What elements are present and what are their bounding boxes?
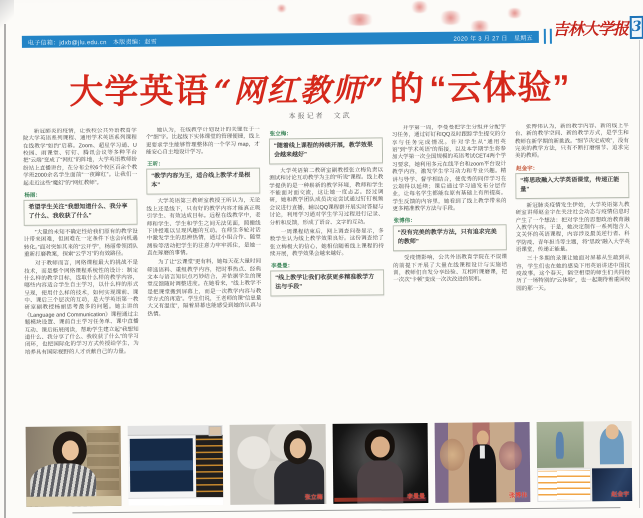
desk-edge (26, 496, 121, 507)
issue-date-text: 2020 年 3 月 27 日 星期五 (453, 35, 533, 43)
player-bar (128, 497, 223, 506)
webcam-thumb (209, 426, 222, 437)
pull-quote (146, 159, 260, 195)
suit-shirt (480, 446, 484, 459)
newspaper-title: 吉林大学报 (552, 19, 628, 39)
photo-watermark: 赵金宇 (611, 492, 630, 499)
body-paragraph: 新冠肺炎的疫情，让我校公共外语教育学院大学英语系列课程、通用学术英语系列课程在线教学“如约”启幕。Zoom、超星学习通、U校园、雨课堂、钉钉、腾讯会议等多种平台把“云端”变成了“网红”的阵地，大学英语教师纷纷站上直播讲台，在分布全校6个校区百余个教学班2000余名学生面前“一夜蹿红”。让我们一起走近这些“魔幻”的“网红教师”。 (22, 127, 138, 187)
headline-part-1: 大学英语 (69, 72, 210, 112)
suit-face (476, 430, 489, 445)
mural-blob1 (440, 439, 465, 471)
quote-text: “线上教学让我们收获更多精准教学方法与手段” (275, 274, 375, 291)
ink-smudge (410, 1, 430, 13)
body-paragraph: 受疫情影响，公共外语教育学院在不误课的前提下开展了大量在线课程设计与实施培训，教师们自发分享经验、互相听课磨课，把一次次“卡顿”变成一次次改进的契机。 (393, 254, 508, 284)
ink-smudge (276, 4, 288, 12)
body-paragraph: “大量的未知不确定性给我们原有的教学设计带来困难，但困难在一定条件下也会向机遇转化。”面对突如其来的“云开学”，杨丽带领团队重新打磨教案，探索“云学习”的有效路径。 (23, 228, 138, 258)
photo-strip (26, 421, 633, 507)
body-paragraph: 三十多期的录课让她面对屏幕从生疏到从容，学生们也在她的感染下用英语讲述中国抗疫故事。这个春天，隔空相望的师生们共同经历了一场特别的“云体验”，也一起期待着重回校园的那一天。 (516, 255, 631, 292)
page-info-bar (22, 31, 539, 48)
teacher3-face (370, 436, 389, 458)
masthead (552, 16, 642, 40)
chat-rows (538, 470, 591, 500)
body-paragraph: 大学英语第二教研室副教授张立梅负责以测试和讨论互动教学为主的“听说”课程。线上教学提供的是一种崭新的教学环境，教师和学生不能面对面交流，这让她一度忐忑。经过调研，她和教学团队成员决定尝试通过钉钉视频会议进行直播，辅以QQ课程群开展实时答疑与讨论，利用学习通对学生学习过程进行记录、分析和反馈，形成了语音、文字的互动。 (269, 167, 384, 227)
quote-speaker-label: 王昕： (147, 161, 164, 169)
ink-smudge (506, 8, 524, 18)
headline-part-4: “云体验” (429, 68, 571, 108)
body-paragraph: 开学第一周，李曼曼把学生分组并分配学习任务，通过钉钉和QQ及时跟踪学生提交的分享与任务完成情况。针对学生从“通用英语”到“学术英语”的衔接，以及本学期学生将参加大学第一次全国规模的英语考试CET4两个学习要求，她利用多元在线平台和zoom平台设计教学内容，激发学生学习动力和专业兴趣。精讲与导学、督学相结合，使优秀的同伴学习在云端得以延续；课后通过学习通发布分层作业，让每名学生都能在原有基础上有所提高。学生反馈的内容里，她看到了线上教学带来的更多精准教学方法与手段。 (391, 124, 507, 213)
scan-edge-right (639, 40, 640, 508)
quote-text: “没有完美的教学方法，只有追求完美的教师” (397, 229, 497, 246)
quote-box (393, 225, 507, 252)
photo-watermark: 张博伟 (509, 493, 528, 500)
body-paragraph: 大学英语第三教研室教授王昕认为，无论线上还是线下，只有好的教学内容才能真正吸引学生、有效达成目标。远程在线教学中，老师和学生、学生和学生之间无法见面，照搬线下讲授难以呈现风趣的互动。在师生多轮对话中激发学生的思辨热情，通过小组合作、随堂测验等活动把学生的注意力牢牢抓住，是她一直在琢磨的事情。 (146, 198, 261, 257)
quote-text: “随着线上课程的持续开展，教学效果会越来越好” (273, 142, 373, 159)
photo-teacher-outdoor (230, 424, 326, 505)
columns (23, 123, 632, 423)
pull-quote (269, 128, 383, 164)
scan-edge-left (4, 24, 6, 518)
pull-quote (515, 163, 629, 199)
quote-text: “教学内容为王，适合线上教学才是根本” (151, 173, 251, 190)
pull-quote (270, 261, 384, 297)
body-paragraph: 为了让“云课堂”更有料，她每天花大量时间筛选语料、重组教学内容，把时事热点、经典文本与语言知识点巧妙结合，并依据学生的课堂反馈随时调整进度。在她看来，“线上教学不是把课堂搬到屏幕上，而是一次教学内容与教学方式的再造”。学生们说，王老师的课“信息量大又有温度”，隔着屏幕也能感受到她的认真与热情。 (147, 258, 262, 318)
quote-box (270, 270, 384, 297)
article-column-2 (146, 127, 263, 422)
page-number-badge: 3 (630, 16, 643, 39)
mural-blob2 (499, 441, 522, 470)
quote-box (23, 199, 137, 226)
photo-teacher-video-still (332, 423, 428, 504)
collage-fig (556, 431, 565, 458)
quote-box (515, 172, 629, 199)
article-column-4 (392, 124, 509, 419)
masthead-divider-ticks (544, 29, 552, 44)
body-paragraph: 对于教师而言，网络课程最大的挑战不是技术，而是整个网络课程系统性的设计：制定什么样的教学目标，选取什么样的教学内容，哪些内容适合学生自主学习，以什么样的形式呈现，使用什么样的技术，如何实现课前、课中、课后三个层次的互动，是大学英语第一教研室副教授杨丽思考最多的问题。她主讲的《Language and Communication》课程通过主题模块设置、课前自主学习任务单、课中直播互动、课后拓展阅读，帮助学生建立起“我想知道什么、我分享了什么、我收获了什么”的学习闭环，也把国际化的学习方式传授给学生，为培养具有国际视野的人才贡献自己的力量。 (24, 260, 139, 356)
quote-speaker-label: 李曼曼： (271, 263, 294, 270)
photo-teacher-suit-mural (434, 422, 530, 503)
slide-band (130, 460, 193, 470)
scan-corner (0, 0, 14, 30)
photo-watermark: 李曼曼 (406, 494, 426, 501)
ink-smudge (438, 11, 464, 25)
collage-person-face (606, 424, 618, 439)
body-paragraph: 一周课程结束后，网上调查问卷显示，多数学生认为线上教学效果良好。这份调查给了张立梅极大的信心，她相信随着线上课程的持续开展，教学效果会越来越好。 (269, 228, 384, 258)
headline (0, 59, 642, 114)
quote-speaker-label: 张立梅： (269, 131, 292, 138)
photo-teacher-indoor (26, 426, 122, 507)
byline: 本报记者 文武 (288, 112, 352, 121)
article-column-5 (515, 123, 632, 418)
page-bottom-rule (72, 507, 620, 513)
quote-text: 希望学生关注“我想知道什么、我分享了什么、我收获了什么” (28, 203, 128, 220)
quote-box (269, 137, 383, 164)
photo-teaching-collage (536, 421, 632, 502)
ink-smudge (343, 13, 377, 25)
pull-quote (393, 216, 507, 252)
article-column-1 (23, 128, 140, 423)
body-paragraph: 她认为，在线教学计划设计的关键在于一个“细”字。比起线下实体课堂的管理便捷，线上更要求学生能够管理整体的一个学习 map，才能安心自主地设计学习。 (145, 126, 260, 156)
contact-email-text: 电子信箱：jdxb@jlu.edu.cn 本版责编：赵雪 (27, 39, 158, 47)
article-column-3 (269, 125, 386, 420)
photo-watermark: 张立梅 (304, 494, 323, 502)
headline-part-2: “网红教师” (213, 72, 386, 111)
pull-quote (23, 190, 137, 226)
chat-panel (195, 435, 223, 498)
photo-online-class-screenshot (128, 425, 224, 506)
quote-box (146, 168, 260, 195)
body-paragraph: 新冠肺炎疫情发生伊始，大学英语第九教研室讲师赵金宇在关注社会动态与疫情信息时产生了一个想法：把对学生的思想政治教育融入教学内容。于是，她决定制作一系列饱含人文关怀的英语课程，内容涉及最美逆行者、科学防疫、青年担当等主题，将“思政”融入大学英语课堂，传递正能量。 (515, 201, 630, 254)
quote-speaker-label: 杨丽： (24, 192, 41, 199)
quote-speaker-label: 张博伟： (393, 218, 416, 225)
quote-text: “将思政融入大学英语课堂，传递正能量” (520, 176, 620, 193)
body-paragraph: 张博伟认为，新的教学内容、新的线上平台、新的教学空间、新的教学方式，是学生和教师在新学期的新挑战。“细节决定成败”，没有完美的教学方法，只有不断打磨细节、追求完美的教师。 (514, 123, 629, 160)
quote-speaker-label: 赵金宇： (516, 165, 539, 172)
headline-part-3: 的 (389, 70, 426, 109)
